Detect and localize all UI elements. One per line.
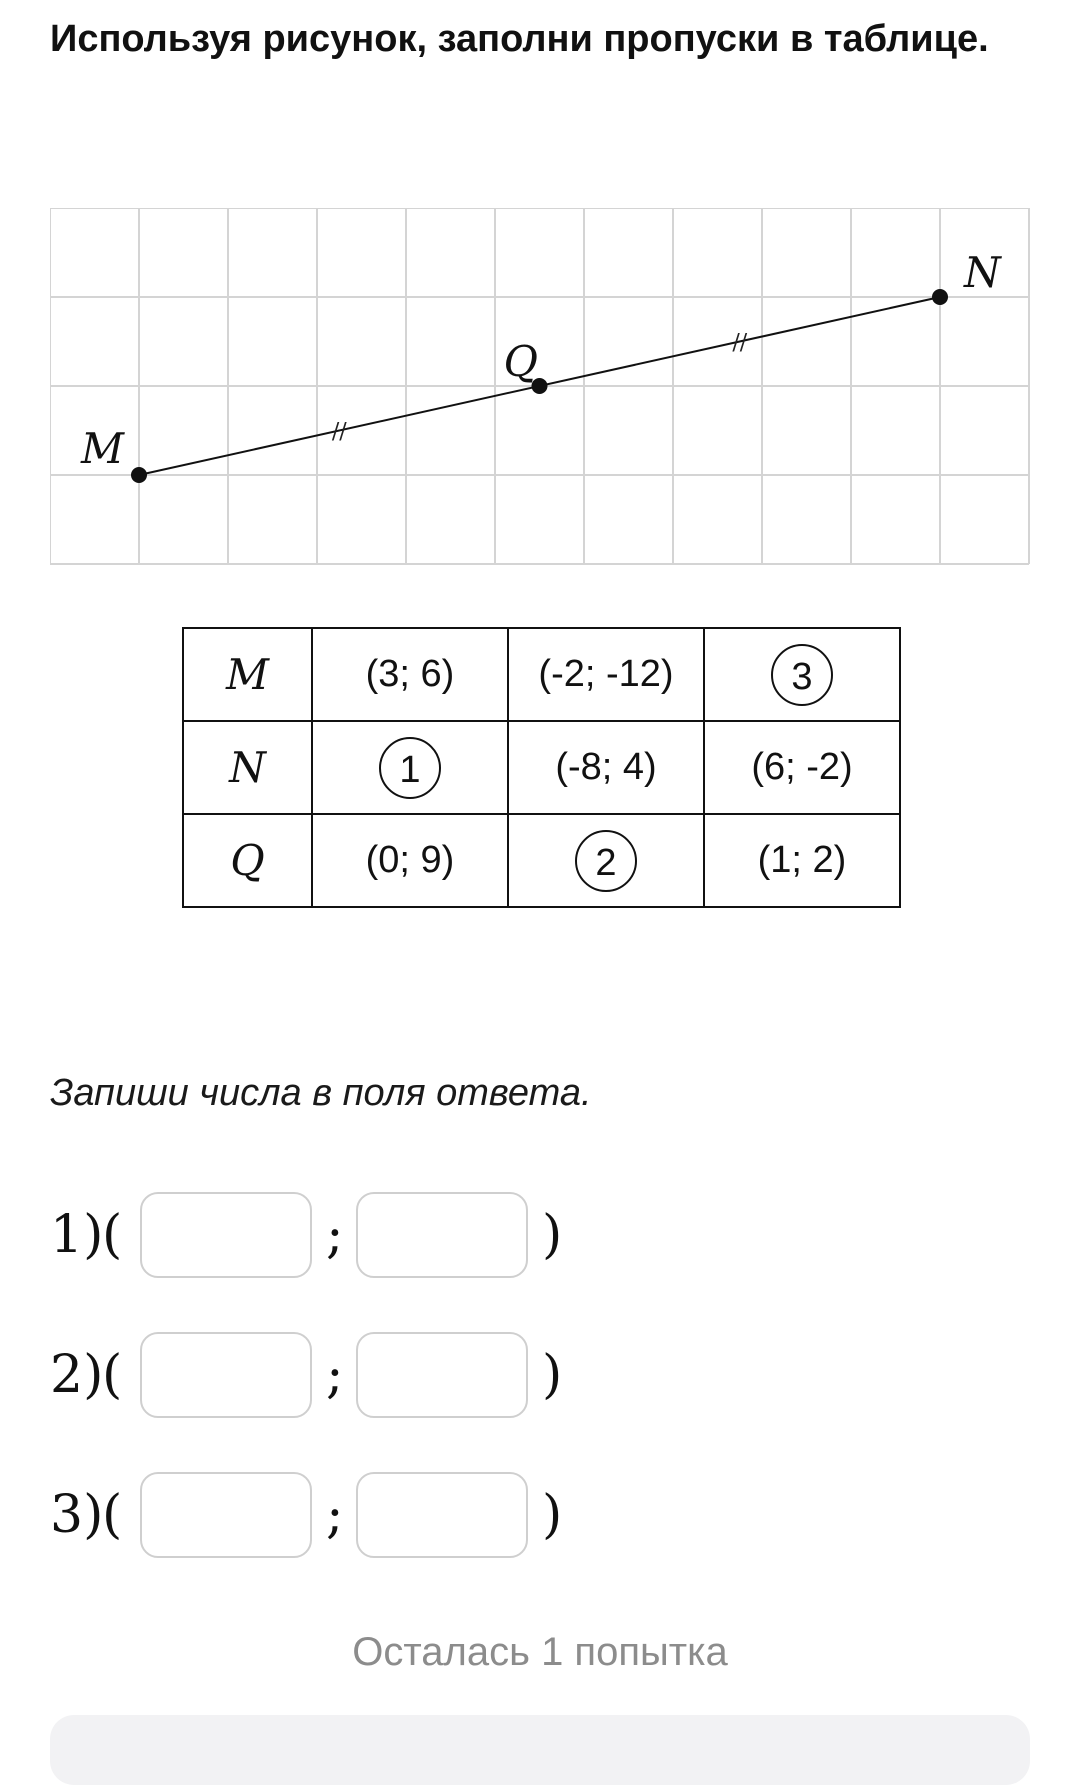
open-paren: ( xyxy=(102,1485,123,1545)
separator-semicolon: ; xyxy=(326,1345,344,1405)
point-m xyxy=(131,467,147,483)
open-paren: ( xyxy=(102,1205,123,1265)
coordinates-table xyxy=(182,627,901,908)
answer-row-1 xyxy=(50,1190,750,1280)
coordinate-cell: (0; 9) xyxy=(312,814,508,907)
separator-semicolon: ; xyxy=(326,1485,344,1545)
coordinate-figure xyxy=(50,208,1034,568)
coordinate-cell: (3; 6) xyxy=(312,628,508,721)
point-label-m: M xyxy=(81,424,125,473)
close-paren: ) xyxy=(542,1485,563,1545)
blank-number-circle: 1 xyxy=(379,737,441,799)
answer-row-3 xyxy=(50,1470,750,1560)
answer-row-2 xyxy=(50,1330,750,1420)
coordinate-cell: (-2; -12) xyxy=(508,628,704,721)
point-label-n: N xyxy=(964,248,1001,297)
bottom-action-panel xyxy=(50,1715,1030,1785)
point-n xyxy=(932,289,948,305)
answer-3-x-input[interactable] xyxy=(140,1472,312,1558)
blank-cell xyxy=(704,628,900,721)
answer-1-y-input[interactable] xyxy=(356,1192,528,1278)
close-paren: ) xyxy=(542,1345,563,1405)
table-row xyxy=(183,721,900,814)
answer-1-x-input[interactable] xyxy=(140,1192,312,1278)
close-paren: ) xyxy=(542,1205,563,1265)
coordinate-cell: (1; 2) xyxy=(704,814,900,907)
coordinate-cell: (-8; 4) xyxy=(508,721,704,814)
row-label-n: N xyxy=(183,721,312,814)
answer-3-y-input[interactable] xyxy=(356,1472,528,1558)
table-row xyxy=(183,628,900,721)
instruction-text: Запиши числа в поля ответа. xyxy=(50,1072,592,1114)
open-paren: ( xyxy=(102,1345,123,1405)
answer-label-1: 1) xyxy=(50,1205,104,1265)
table-row xyxy=(183,814,900,907)
row-label-m: M xyxy=(183,628,312,721)
task-title: Используя рисунок, заполни пропуски в таблице. xyxy=(50,18,989,60)
point-label-q: Q xyxy=(503,337,538,386)
answer-label-3: 3) xyxy=(50,1485,104,1545)
figure-svg xyxy=(50,208,1034,568)
equal-segment-tick: // xyxy=(331,419,347,445)
row-label-q: Q xyxy=(183,814,312,907)
blank-cell xyxy=(312,721,508,814)
attempts-remaining: Осталась 1 попытка xyxy=(352,1630,728,1674)
blank-number-circle: 3 xyxy=(771,644,833,706)
separator-semicolon: ; xyxy=(326,1205,344,1265)
answer-2-y-input[interactable] xyxy=(356,1332,528,1418)
answer-label-2: 2) xyxy=(50,1345,104,1405)
blank-number-circle: 2 xyxy=(575,830,637,892)
blank-cell xyxy=(508,814,704,907)
equal-segment-tick: // xyxy=(732,330,748,356)
coordinate-cell: (6; -2) xyxy=(704,721,900,814)
answer-2-x-input[interactable] xyxy=(140,1332,312,1418)
